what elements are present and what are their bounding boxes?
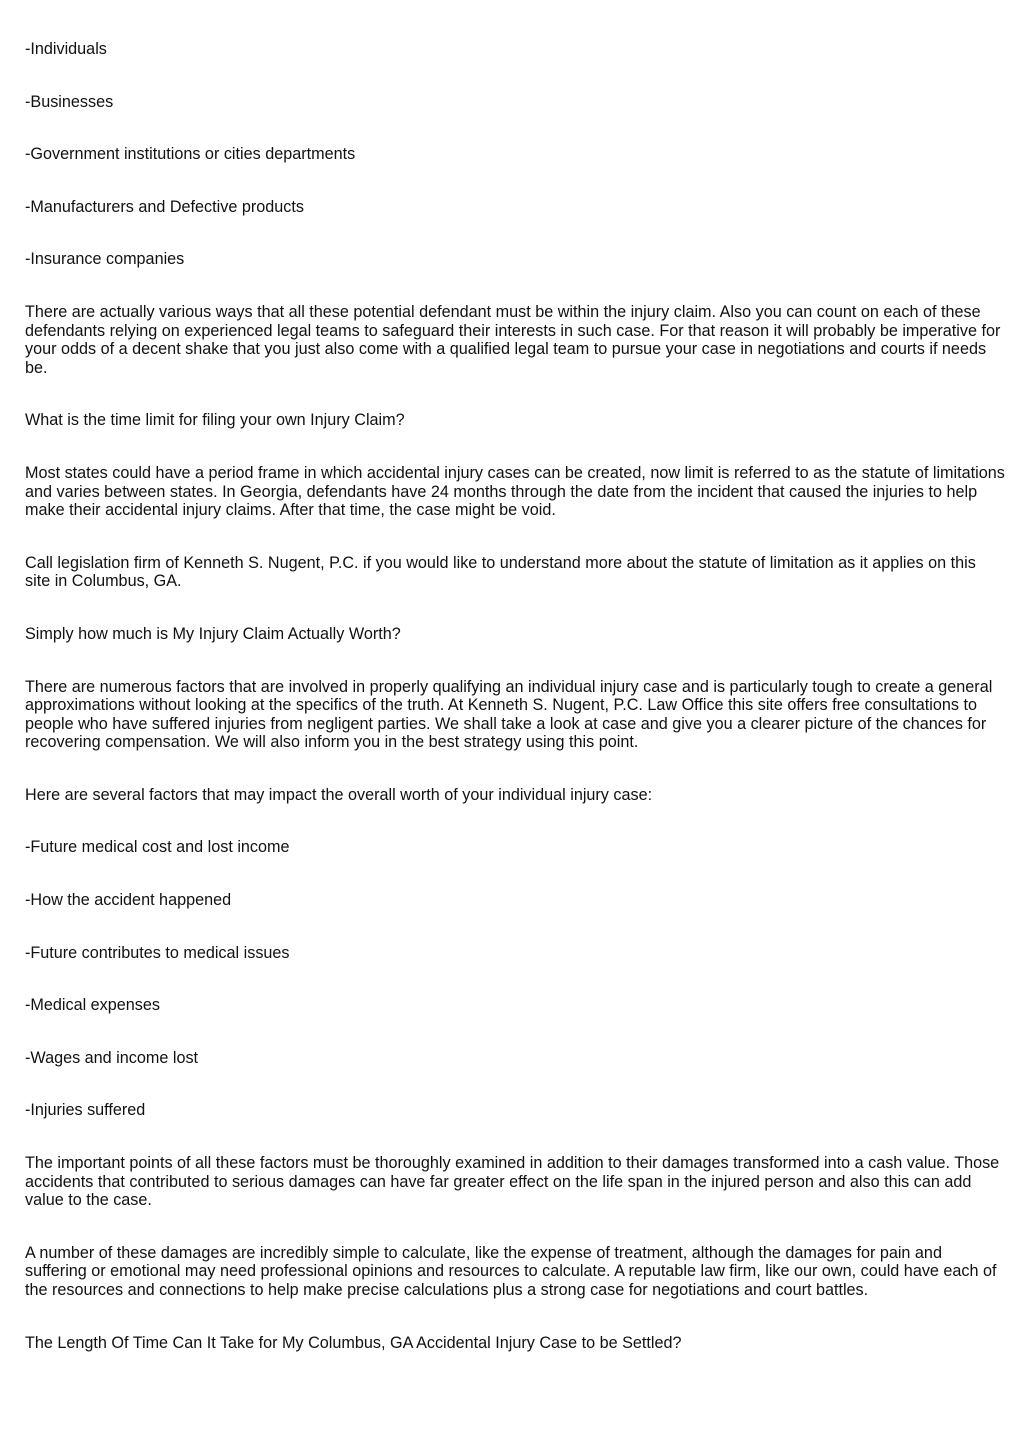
list-item-future-medical: -Future medical cost and lost income [25,838,290,857]
list-item-individuals: -Individuals [25,40,107,58]
list-item-medical-expenses: -Medical expenses [25,996,160,1015]
list-item-injuries: -Injuries suffered [25,1101,146,1120]
paragraph-important-points: The important points of all these factors must be thoroughly examined in addition to their damages transformed into a cash value. Those accidents that contributed to serious damages can have far greater effect on the life span in the injured person and also this can add value to the case. [25,1154,1000,1210]
heading-settlement-time: The Length Of Time Can It Take for My Columbus, GA Accidental Injury Case to be Settled? [25,1333,682,1352]
list-item-insurance: -Insurance companies [25,250,185,269]
list-item-businesses: -Businesses [25,92,114,111]
list-item-future-contributes: -Future contributes to medical issues [25,943,290,962]
list-item-manufacturers: -Manufacturers and Defective products [25,197,304,216]
list-item-wages: -Wages and income lost [25,1048,199,1067]
heading-claim-worth: Simply how much is My Injury Claim Actually Worth? [25,624,401,643]
paragraph-damages-calc: A number of these damages are incredibly simple to calculate, like the expense of treatment, although the damages for pain and suffering or emotional may need professional opinions and resources to calculate. A reputable law firm, like our own, could have each of the resources and connections to help make precise calculations plus a strong case for negotiations and court battles. [25,1243,997,1299]
paragraph-call-firm: Call legislation firm of Kenneth S. Nugent, P.C. if you would like to understand more about the statute of limitation as it applies on this site in Columbus, GA. [25,553,976,591]
list-item-government: -Government institutions or cities departments [25,145,356,164]
paragraph-factors-intro: There are numerous factors that are involved in properly qualifying an individual injury case and is particularly tough to create a general approximations without looking at the specifics of the truth. At Kenneth S. Nugent, P.C. Law Office this site offers free consultations to people who have suffered injuries from negligent parties. We shall take a look at case and give you a clearer picture of the chances for recovering compensation. We will also inform you in the best strategy using this point. [25,677,993,752]
heading-time-limit: What is the time limit for filing your own Injury Claim? [25,411,405,430]
document-page [25,40,1005,1386]
paragraph-statute: Most states could have a period frame in which accidental injury cases can be created, now limit is referred to as the statute of limitations and varies between states. In Georgia, defendants have 24 months through the date from the incident that caused the injuries to help make their accidental injury claims. After that time, the case might be void. [25,463,1005,520]
paragraph-factors-lead: Here are several factors that may impact the overall worth of your individual injury case: [25,785,653,804]
list-item-accident-happened: -How the accident happened [25,891,232,910]
paragraph-defendants: There are actually various ways that all these potential defendant must be within the injury claim. Also you can count on each of these defendants relying on experienced legal teams to safeguard their interests in such case. For that reason it will probably be imperative for your odds of a decent shake that you just also come with a qualified legal team to pursue your case in negotiations and courts if needs be. [25,302,1001,377]
